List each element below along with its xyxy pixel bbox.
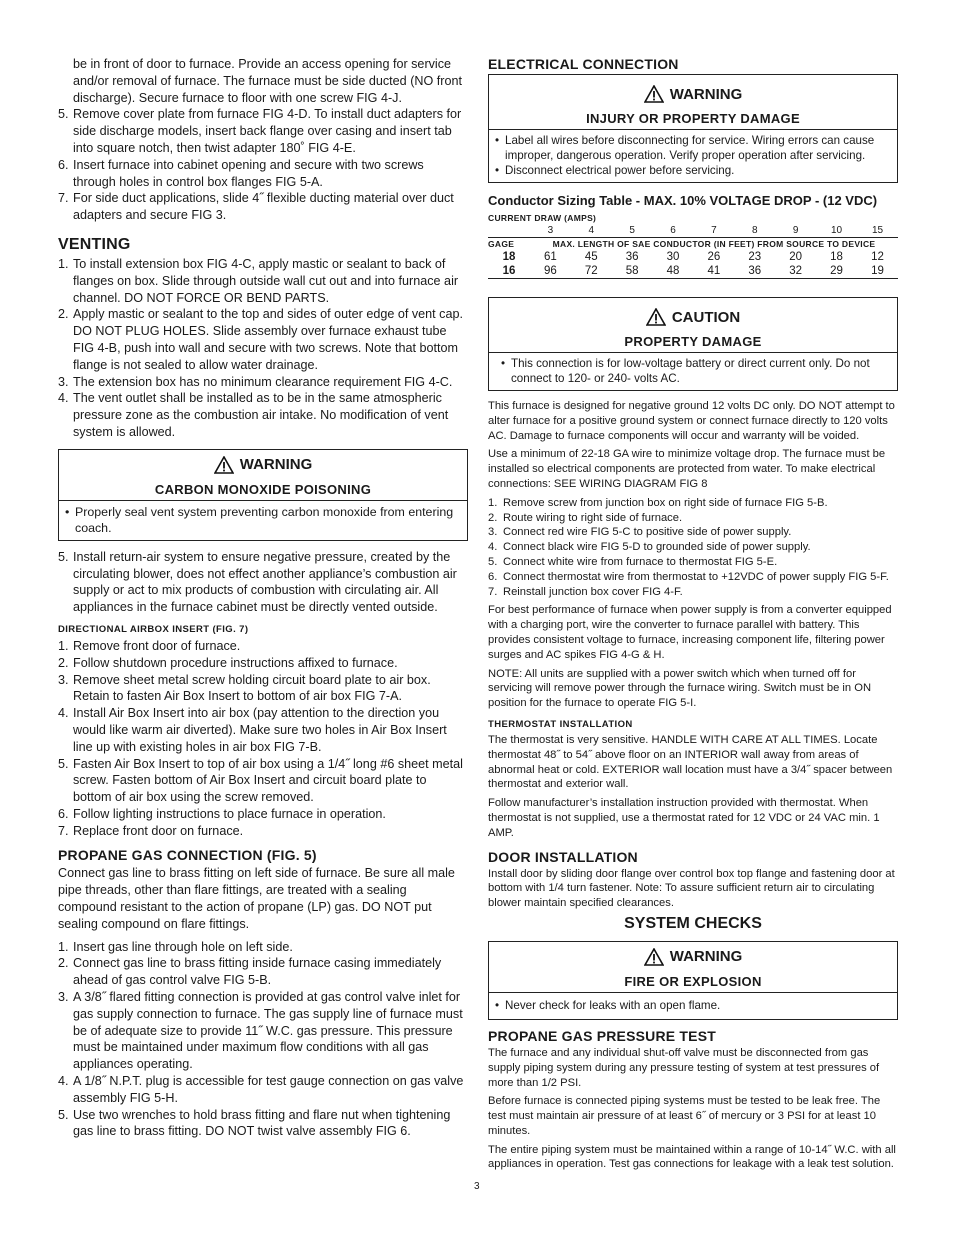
list-item [58, 256, 468, 306]
list-item [58, 374, 468, 391]
thermostat-heading: THERMOSTAT INSTALLATION [488, 718, 633, 730]
step-text: Insert furnace into cabinet opening and secure with two screws through holes in control box flanges FIG 5-A. [73, 157, 424, 189]
amps-row [488, 224, 898, 238]
step-text: Connect thermostat wire from thermostat to +12VDC of power supply FIG 5-F. [503, 570, 889, 583]
gage-label: GAGE [488, 239, 515, 249]
step-number: 2. [58, 307, 69, 322]
step-number: 6. [488, 570, 498, 583]
step-number: 4. [58, 391, 69, 406]
step-text: Remove sheet metal screw holding circuit board plate to air box. Retain to fasten Air Box Insert to bottom of air box FIG 7-A. [73, 672, 431, 704]
amps-value: 8 [734, 224, 775, 238]
airbox-steps [58, 638, 468, 840]
step-text: A 3/8˝ flared fitting connection is provided at gas control valve inlet for gas supply connection to furnace. The gas supply line of furnace must be of adequate size to provide 11˝ W.C. gas pressure. This pressure must be maintained under maximum flow conditions with all gas appliances operating. [73, 990, 463, 1072]
step-text: Install return-air system to ensure negative pressure, created by the circulating blower, does not effect another appliance’s combustion air supply or act to mix products of combustion with circulating air. All appliances in the furnace cabinet must be directly vented outside. [73, 549, 457, 615]
list-item [488, 540, 898, 555]
step-text: To install extension box FIG 4-C, apply mastic or sealant to back of flanges on box. Slide through outside wall cut out and into furnace air channel. DO NOT FORCE OR BEND PARTS. [73, 256, 459, 305]
step-number: 7. [58, 191, 69, 206]
step-text: Follow shutdown procedure instructions affixed to furnace. [73, 655, 398, 670]
step-text: Use two wrenches to hold brass fitting and flare nut when tightening gas line to brass fitting. DO NOT twist valve assembly FIG 6. [73, 1107, 451, 1139]
step-number: 5. [488, 555, 498, 568]
pressure-test-heading: PROPANE GAS PRESSURE TEST [488, 1027, 717, 1044]
length-label: MAX. LENGTH OF SAE CONDUCTOR (IN FEET) FROM SOURCE TO DEVICE [552, 239, 876, 249]
warning-title: WARNING [669, 948, 743, 966]
power-switch-note: NOTE: All units are supplied with a power switch which when turned off for servicing will remove power through the furnace wiring. Switch must be in ON position for the furnace to operate FIG 5-I. [488, 667, 872, 710]
step-text: Connect red wire FIG 5-C to positive side of power supply. [503, 526, 792, 539]
amps-value: 4 [571, 224, 612, 238]
venting-heading: VENTING [58, 235, 131, 253]
step-number: 3. [58, 374, 69, 389]
list-item [58, 106, 468, 156]
warning-title: WARNING [239, 456, 313, 474]
step-number: 4. [58, 706, 69, 721]
venting-steps [58, 256, 468, 441]
warning-triangle-icon [646, 308, 666, 326]
warning-triangle-icon [644, 948, 664, 966]
warning-bullet: • Disconnect electrical power before servicing. [495, 163, 891, 178]
step-number: 7. [488, 585, 498, 598]
gage-cell: 18 [502, 251, 516, 263]
list-item [58, 306, 468, 373]
list-item [58, 955, 468, 989]
step-number: 1. [488, 496, 498, 509]
wire-gauge-paragraph: Use a minimum of 22-18 GA wire to minimize voltage drop. The furnace must be installed so electrical components are protected from water. To make electrical connections: SEE WIRING DIAGRAM FIG 8 [488, 448, 886, 490]
length-cell: 23 [748, 251, 762, 263]
step-text: Remove cover plate from furnace FIG 4-D. To install duct adapters for side discharge models, insert back flange over casing and insert tab into square notch, then twist adapter 180˚ FIG 4-E. [73, 107, 462, 155]
gage-cell: 16 [488, 264, 530, 279]
list-item [58, 190, 468, 224]
length-cell: 30 [666, 251, 680, 263]
amps-value: 7 [694, 224, 735, 238]
warning-subtitle: INJURY OR PROPERTY DAMAGE [586, 111, 800, 126]
step-text: Remove front door of furnace. [73, 638, 241, 653]
intro-steps [58, 106, 468, 224]
door-heading: DOOR INSTALLATION [488, 848, 638, 865]
list-item [58, 549, 468, 616]
list-item [58, 823, 468, 840]
step-text: Replace front door on furnace. [73, 823, 244, 838]
airbox-heading: DIRECTIONAL AIRBOX INSERT (FIG. 7) [58, 623, 249, 635]
step-number: 5. [58, 1107, 69, 1122]
electrical-heading: ELECTRICAL CONNECTION [488, 56, 679, 72]
list-item [488, 555, 898, 570]
step-text: Fasten Air Box Insert to top of air box using a 1/4˝ long #6 sheet metal screw. Fasten bottom of Air Box Insert and circuit board plate to bottom of air box using the screw removed. [73, 756, 463, 805]
step-number: 1. [58, 638, 69, 653]
step-number: 5. [58, 107, 69, 122]
step-number: 4. [58, 1074, 69, 1089]
left-column [58, 56, 468, 1140]
propane-steps [58, 939, 468, 1141]
step-text: Reinstall junction box cover FIG 4-F. [503, 585, 683, 598]
warning-box-injury [488, 74, 898, 183]
step-number: 1. [58, 939, 69, 954]
step-number: 2. [488, 511, 498, 524]
step-text: Apply mastic or sealant to the top and sides of outer edge of vent cap. DO NOT PLUG HOLES. Slide assembly over furnace exhaust tube FIG 4-B, push into wall and secure with two screws. Note that bottom flange is not sealed to allow water drainage. [73, 307, 463, 372]
warning-title: WARNING [669, 85, 743, 103]
propane-paragraph: Connect gas line to brass fitting on left side of furnace. Be sure all male pipe threads, other than flare fittings, are treated with a sealing compound resistant to the action of propane (LP) gas. DO NOT put sealing compound on flare fittings. [58, 866, 455, 931]
warning-triangle-icon [214, 456, 234, 474]
propane-heading: PROPANE GAS CONNECTION (FIG. 5) [58, 847, 317, 864]
length-cell: 18 [830, 251, 843, 263]
negative-ground-paragraph: This furnace is designed for negative ground 12 volts DC only. DO NOT attempt to alter furnace for a positive ground system or connect furnace directly to 120 volts AC. Damage to furnace components will occur and warranty will be voided. [488, 400, 895, 442]
length-cell: 41 [694, 264, 735, 279]
step-text: Route wiring to right side of furnace. [503, 511, 683, 524]
list-item [488, 511, 898, 526]
list-item [58, 655, 468, 672]
length-cell: 72 [571, 264, 612, 279]
step-number: 1. [58, 256, 69, 271]
converter-paragraph: For best performance of furnace when power supply is from a converter equipped with a charging port, wire the converter to furnace parallel with battery. This provides consistent voltage to furnace, increasing component life, filtering power surges and AC spikes FIG 4-G & H. [488, 604, 892, 661]
list-item [58, 1107, 468, 1141]
warning-subtitle: CARBON MONOXIDE POISONING [154, 481, 372, 497]
length-cell: 61 [544, 251, 557, 263]
conductor-sizing-table [488, 212, 898, 279]
length-cell: 32 [775, 264, 816, 279]
amps-value: 10 [816, 224, 857, 238]
caution-subtitle: PROPERTY DAMAGE [624, 334, 762, 349]
table-row [488, 264, 898, 279]
warning-bullet: • Properly seal vent system preventing carbon monoxide from entering coach. [65, 504, 461, 536]
length-cell: 45 [584, 251, 598, 263]
list-item [58, 806, 468, 823]
step-number: 3. [488, 526, 498, 539]
step-number: 2. [58, 956, 69, 971]
electrical-steps [488, 496, 898, 600]
warning-box-carbon-monoxide [58, 449, 468, 541]
right-column [488, 56, 898, 1172]
length-cell: 26 [707, 251, 721, 263]
conductor-table-title: Conductor Sizing Table - MAX. 10% VOLTAGE DROP - (12 VDC) [488, 193, 878, 208]
length-cell: 58 [612, 264, 653, 279]
list-item [58, 939, 468, 956]
caution-title: CAUTION [671, 308, 741, 326]
warning-bullet: • Label all wires before disconnecting for service. Wiring errors can cause improper, dangerous operation. Verify proper operation after servicing. [495, 133, 891, 163]
system-checks-heading: SYSTEM CHECKS [624, 914, 762, 932]
step-number: 6. [58, 806, 69, 821]
step-text: The vent outlet shall be installed as to be in the same atmospheric pressure zone as the combustion air intake. No modification of vent system is allowed. [73, 391, 449, 439]
current-draw-label: CURRENT DRAW (AMPS) [488, 213, 597, 223]
step-number: 6. [58, 157, 69, 172]
list-item [58, 989, 468, 1073]
length-cell: 29 [816, 264, 857, 279]
amps-value: 15 [857, 224, 898, 238]
list-item [58, 756, 468, 806]
step-number: 3. [58, 990, 69, 1005]
caution-box-property [488, 297, 898, 391]
step-number: 4. [488, 541, 498, 554]
warning-subtitle: FIRE OR EXPLOSION [624, 973, 762, 989]
step-text: Remove screw from junction box on right side of furnace FIG 5-B. [503, 496, 828, 509]
pressure-paragraph-3: The entire piping system must be maintained within a range of 10-14˝ W.C. with all appliances in operation. Test gas connections for leakage with a leak test solution. [488, 1143, 896, 1171]
length-cell: 36 [625, 251, 639, 263]
step-text: A 1/8˝ N.P.T. plug is accessible for test gauge connection on gas valve assembly FIG 5-H. [73, 1074, 464, 1105]
warning-triangle-icon [644, 85, 664, 103]
step-number: 3. [58, 672, 69, 687]
table-row [488, 250, 898, 264]
thermostat-paragraph-1: The thermostat is very sensitive. HANDLE WITH CARE AT ALL TIMES. Locate thermostat 48˝ to 54˝ above floor on an INTERIOR wall away from areas of abnormal heat or cold. EXTERIOR wall location must have a 3/4˝ spacer between thermostat and exterior wall. [488, 733, 893, 791]
list-item [488, 496, 898, 511]
intro-paragraph: be in front of door to furnace. Provide an access opening for service and/or removal of furnace. The furnace must be side ducted (NO front discharge). Secure furnace to floor with one screw FIG 4-J. [73, 57, 462, 105]
pressure-paragraph-1: The furnace and any individual shut-off valve must be disconnected from gas supply piping system during any pressure testing of system at test pressures of more than 1/2 PSI. [488, 1046, 880, 1089]
door-paragraph: Install door by sliding door flange over control box top flange and fastening door at bottom with 1/4 turn fastener. Note: To assure sufficient return air to circulating blower maintain specified clearances. [488, 867, 895, 910]
length-cell: 12 [871, 251, 884, 263]
list-item [58, 1073, 468, 1107]
list-item [488, 570, 898, 585]
return-air-step [58, 549, 468, 616]
list-item [488, 585, 898, 600]
amps-value: 6 [653, 224, 694, 238]
step-number: 5. [58, 756, 69, 771]
length-cell: 36 [734, 264, 775, 279]
list-item [58, 705, 468, 755]
length-cell: 19 [857, 264, 898, 279]
amps-value: 3 [530, 224, 571, 238]
step-number: 5. [58, 549, 69, 564]
step-text: Install Air Box Insert into air box (pay attention to the direction you would like warm air diverted). Make sure two holes in Air Box Insert line up with existing holes in air box FIG 7-B. [73, 706, 447, 754]
step-number: 7. [58, 823, 69, 838]
caution-bullet: • This connection is for low-voltage battery or direct current only. Do not connect to 120- or 240- volts AC. [501, 356, 891, 386]
list-item [488, 525, 898, 540]
warning-bullet: • Never check for leaks with an open flame. [495, 998, 891, 1013]
pressure-paragraph-2: Before furnace is connected piping systems must be tested to be leak free. The test must maintain air pressure of at least 6˝ of mercury or 3 PSI for at least 10 minutes. [488, 1095, 881, 1137]
step-text: For side duct applications, slide 4˝ flexible ducting material over duct adapters and secure FIG 3. [73, 191, 454, 223]
step-text: Insert gas line through hole on left side. [73, 939, 293, 954]
thermostat-paragraph-2: Follow manufacturer’s installation instruction provided with thermostat. When thermostat is not supplied, use a thermostat rated for 12 VDC or 24 VAC min. 1 AMP. [488, 797, 880, 839]
page-number: 3 [474, 1181, 480, 1192]
list-item [58, 672, 468, 706]
list-item [58, 638, 468, 655]
list-item [58, 390, 468, 440]
step-text: The extension box has no minimum clearance requirement FIG 4-C. [73, 374, 453, 389]
length-cell: 96 [530, 264, 571, 279]
amps-value: 9 [775, 224, 816, 238]
amps-value: 5 [612, 224, 653, 238]
step-number: 2. [58, 655, 69, 670]
length-cell: 20 [789, 251, 803, 263]
list-item [58, 157, 468, 191]
step-text: Connect white wire from furnace to thermostat FIG 5-E. [503, 555, 778, 568]
step-text: Follow lighting instructions to place furnace in operation. [73, 806, 386, 821]
step-text: Connect black wire FIG 5-D to grounded side of power supply. [503, 541, 811, 554]
warning-box-fire [488, 941, 898, 1020]
length-cell: 48 [653, 264, 694, 279]
step-text: Connect gas line to brass fitting inside furnace casing immediately ahead of gas control valve FIG 5-B. [73, 956, 442, 988]
